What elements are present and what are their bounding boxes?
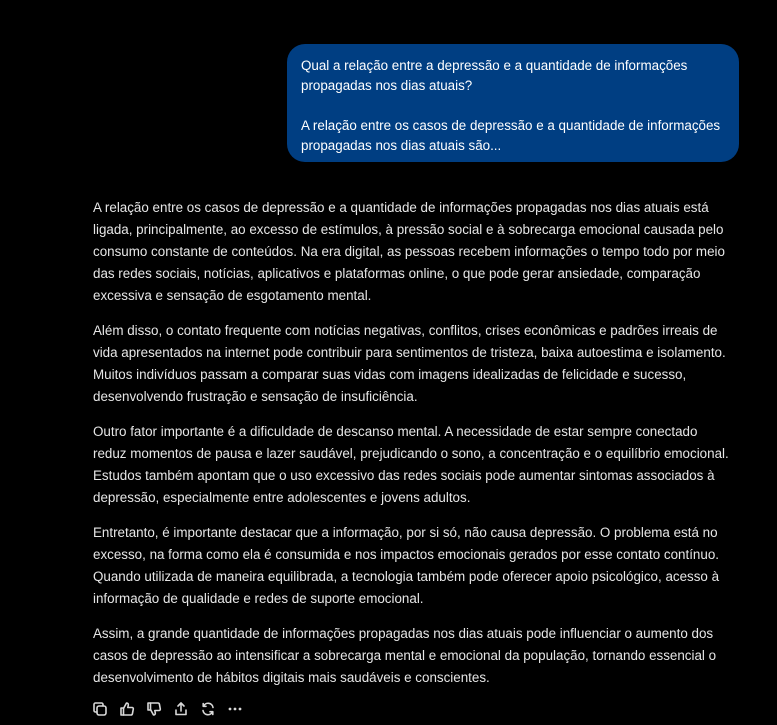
more-icon [227, 701, 243, 717]
more-options-button[interactable] [226, 699, 244, 719]
like-button[interactable] [118, 699, 136, 719]
message-actions-bar [91, 698, 244, 720]
regenerate-button[interactable] [199, 699, 217, 719]
regenerate-icon [200, 701, 216, 717]
assistant-paragraph: A relação entre os casos de depressão e a quantidade de informações propagadas nos dias atuais está ligada, principalmente, ao excesso de estímulos, à pressão social e à sobrecarga emocional causada pelo consumo constante de conteúdos. Na era digital, as pessoas recebem informações o tempo todo por meio das redes sociais, notícias, aplicativos e plataformas online, o que pode gerar ansiedade, comparação excessiva e sensação de esgotamento mental. [93, 200, 725, 303]
dislike-button[interactable] [145, 699, 163, 719]
user-message-bubble [287, 44, 739, 162]
thumbs-down-icon [146, 701, 162, 717]
thumbs-up-icon [119, 701, 135, 717]
share-button[interactable] [172, 699, 190, 719]
user-answer-start: A relação entre os casos de depressão e a quantidade de informações propagadas nos dias atuais são... [301, 118, 721, 153]
assistant-message [93, 197, 733, 702]
user-question: Qual a relação entre a depressão e a quantidade de informações propagadas nos dias atuais? [301, 58, 688, 93]
assistant-paragraph: Além disso, o contato frequente com notícias negativas, conflitos, crises econômicas e padrões irreais de vida apresentados na internet pode contribuir para sentimentos de tristeza, baixa autoestima e isolamento. Muitos indivíduos passam a comparar suas vidas com imagens idealizadas de felicidade e sucesso, desenvolvendo frustração e sensação de insuficiência. [93, 323, 726, 404]
share-icon [173, 701, 189, 717]
assistant-paragraph: Outro fator importante é a dificuldade de descanso mental. A necessidade de estar sempre conectado reduz momentos de pausa e lazer saudável, prejudicando o sono, a concentração e o equilíbrio emocional. Estudos também apontam que o uso excessivo das redes sociais pode aumentar sintomas associados à depressão, especialmente entre adolescentes e jovens adultos. [93, 424, 729, 505]
assistant-paragraph: Entretanto, é importante destacar que a informação, por si só, não causa depressão. O problema está no excesso, na forma como ela é consumida e nos impactos emocionais gerados por esse contato contínuo. Quando utilizada de maneira equilibrada, a tecnologia também pode oferecer apoio psicológico, acesso à informação de qualidade e redes de suporte emocional. [93, 525, 720, 606]
copy-icon [92, 701, 108, 717]
assistant-paragraph: Assim, a grande quantidade de informações propagadas nos dias atuais pode influenciar o aumento dos casos de depressão ao intensificar a sobrecarga mental e emocional da população, tornando essencial o desenvolvimento de hábitos digitais mais saudáveis e conscientes. [93, 626, 717, 685]
copy-button[interactable] [91, 699, 109, 719]
